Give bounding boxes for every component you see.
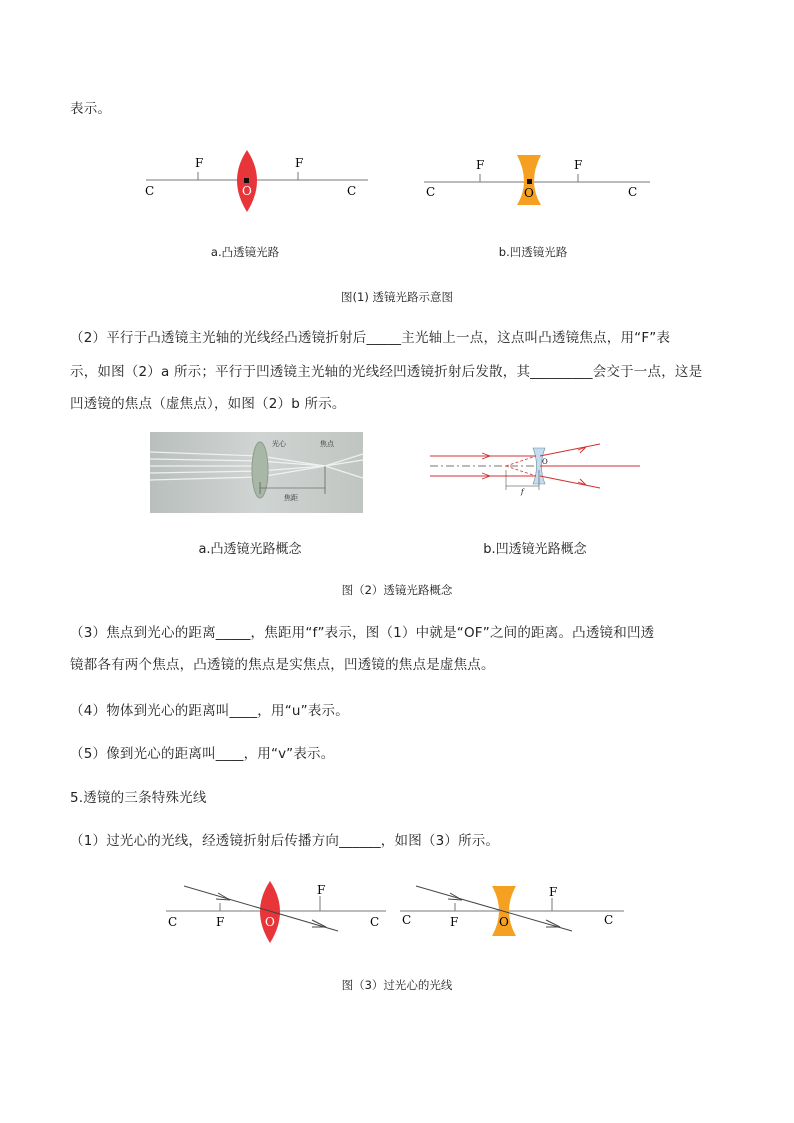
concave-lens-concept-diagram [430,440,642,496]
para3-line1: （3）焦点到光心的距离_____，焦距用“f”表示，图（1）中就是“OF”之间的距离。凸透镜和凹透 [70,625,655,641]
concave-center-ray-diagram [400,885,624,936]
fig1-caption: 图(1) 透镜光路示意图 [341,290,453,304]
label-c-right: C [370,915,380,929]
label-c-left: C [168,915,178,929]
para3-line2: 镜都各有两个焦点，凸透镜的焦点是实焦点，凹透镜的焦点是虚焦点。 [70,657,495,673]
label-f-left: F [476,158,485,172]
convex-lens-diagram [145,150,368,212]
para5: （5）像到光心的距离叫____，用“v”表示。 [70,746,335,762]
convex-center-ray-diagram [166,881,386,943]
figure-1-lens-diagrams [140,145,660,215]
label-c-right: C [604,913,614,927]
center-ray [184,886,338,931]
fig2-caption: 图（2）透镜光路概念 [341,583,453,597]
para6: （1）过光心的光线，经透镜折射后传播方向______，如图（3）所示。 [70,833,500,849]
label-c-left: C [402,913,412,927]
concave-lens-diagram [424,155,650,205]
label-f-left: F [450,915,459,929]
label-f-right: F [549,885,558,899]
para2-line1: （2）平行于凸透镜主光轴的光线经凸透镜折射后_____主光轴上一点，这点叫凸透镜焦点，用“F”表 [70,330,671,346]
label-c-left: C [426,185,436,199]
fig1-sub-a: a.凸透镜光路 [210,245,280,259]
label-c-right: C [347,184,357,198]
convex-lens-shape [260,881,280,943]
label-o: O [265,915,275,929]
fig1-sub-b: b.凹透镜光路 [498,245,568,259]
photo-label-length: 焦距 [284,494,298,502]
section-heading-5: 5.透镜的三条特殊光线 [70,790,207,806]
fig3-caption: 图（3）过光心的光线 [341,978,453,992]
text-top: 表示。 [70,101,112,117]
label-c-right: C [628,185,638,199]
para2-line2: 示，如图（2）a 所示；平行于凹透镜主光轴的光线经凹透镜折射后发散，其_________会交于一点，这是 [70,364,703,380]
fig2-sub-b: b.凹透镜光路概念 [483,542,587,557]
photo-label-center: 光心 [272,440,286,448]
label-o: O [242,184,252,198]
figure-3-center-ray [160,876,640,948]
para4: （4）物体到光心的距离叫____，用“u”表示。 [70,703,349,719]
para2-line3: 凹透镜的焦点（虚焦点），如图（2）b 所示。 [70,396,346,412]
label-o: O [499,915,509,929]
label-f-right: F [574,158,583,172]
label-f-left: F [195,156,204,170]
label-o: O [524,186,534,200]
diagram-label-o: O [542,458,548,466]
photo-label-focus: 焦点 [320,440,334,448]
label-f-right: F [317,883,326,897]
fig2-sub-a: a.凸透镜光路概念 [198,542,302,557]
convex-lens-photo [150,432,363,513]
label-f-right: F [295,156,304,170]
label-c-left: C [145,184,155,198]
diagram-label-f: f [521,488,524,496]
label-f-left: F [216,915,225,929]
